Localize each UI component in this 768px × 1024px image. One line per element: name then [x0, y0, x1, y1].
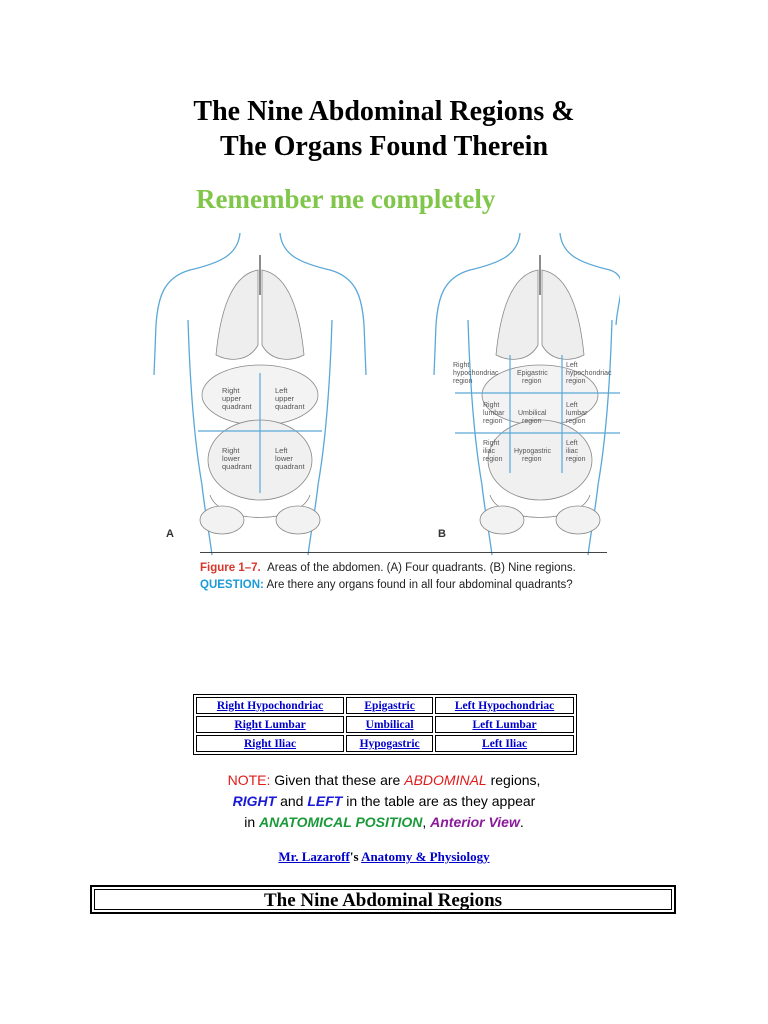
label-hypogastric-1: Hypogastric	[514, 448, 551, 455]
label-luq-1: Left	[275, 386, 288, 395]
credit-possessive: 's	[349, 849, 359, 864]
label-luq-3: quadrant	[275, 402, 305, 411]
label-epigastric-2: region	[522, 378, 542, 385]
table-row	[196, 697, 574, 714]
note-comma: ,	[422, 814, 427, 830]
label-left-hypochondriac-1: Left	[566, 362, 578, 369]
link-left-lumbar[interactable]: Left Lumbar	[472, 718, 537, 731]
table-cell	[346, 735, 433, 752]
label-left-lumbar-3: region	[566, 418, 586, 425]
section-title-box	[90, 885, 676, 914]
table-cell	[435, 697, 574, 714]
note-text-3: in the table are as they appear	[346, 793, 536, 809]
link-right-lumbar[interactable]: Right Lumbar	[234, 718, 306, 731]
label-hypogastric-2: region	[522, 456, 542, 463]
label-rlq-2: lower	[222, 454, 240, 463]
label-left-lumbar-2: lumbar	[566, 410, 588, 417]
note-abdominal: ABDOMINAL	[404, 772, 487, 788]
note-label: NOTE:	[227, 772, 271, 788]
link-left-iliac[interactable]: Left Iliac	[482, 737, 528, 750]
table-cell	[196, 735, 344, 752]
label-umbilical-1: Umbilical	[518, 410, 547, 417]
caption-figure-number: Figure 1–7.	[200, 562, 261, 574]
table-cell	[346, 716, 433, 733]
note-right: RIGHT	[232, 793, 277, 809]
title-line-2: The Organs Found Therein	[219, 131, 549, 162]
label-epigastric-1: Epigastric	[517, 370, 548, 377]
section-title: The Nine Abdominal Regions	[263, 890, 503, 911]
label-left-hypochondriac-2: hypochondriac	[566, 370, 612, 377]
label-right-hypochondriac-2: hypochondriac	[453, 370, 499, 377]
subtitle: Remember me completely	[196, 184, 496, 214]
note-anatomical-position: ANATOMICAL POSITION	[259, 814, 423, 830]
label-rlq-1: Right	[222, 446, 240, 455]
note-text-1: Given that these are	[274, 772, 401, 788]
label-left-iliac-3: region	[566, 456, 586, 463]
link-right-iliac[interactable]: Right Iliac	[244, 737, 297, 750]
link-umbilical[interactable]: Umbilical	[365, 718, 414, 731]
label-llq-1: Left	[275, 446, 288, 455]
caption-divider	[200, 552, 607, 553]
label-right-lumbar-1: Right	[483, 402, 500, 409]
label-llq-2: lower	[275, 454, 293, 463]
label-ruq-2: upper	[222, 394, 242, 403]
label-luq-2: upper	[275, 394, 295, 403]
table-cell	[196, 697, 344, 714]
label-ruq-3: quadrant	[222, 402, 252, 411]
table-row	[196, 716, 574, 733]
label-right-iliac-3: region	[483, 456, 503, 463]
table-cell	[435, 735, 574, 752]
label-ruq-1: Right	[222, 386, 240, 395]
label-right-iliac-2: iliac	[483, 448, 496, 455]
note-text-2: regions,	[490, 772, 541, 788]
table-cell	[435, 716, 574, 733]
note-period: .	[519, 814, 524, 830]
label-right-hypochondriac-1: Right	[453, 362, 470, 369]
course-link[interactable]: Anatomy & Physiology	[361, 849, 490, 864]
note-anterior-view: Anterior View	[430, 814, 520, 830]
label-llq-3: quadrant	[275, 462, 305, 471]
note-and: and	[280, 793, 304, 809]
anatomical-note	[0, 770, 768, 833]
caption-question-label: QUESTION:	[200, 579, 264, 591]
author-link[interactable]: Mr. Lazaroff	[278, 849, 350, 864]
label-left-iliac-1: Left	[566, 440, 578, 447]
label-right-iliac-1: Right	[483, 440, 500, 447]
panel-a-label: A	[166, 528, 174, 540]
regions-table	[193, 694, 577, 755]
panel-b-organs	[480, 255, 600, 534]
note-in: in	[244, 814, 256, 830]
page-title	[0, 94, 768, 164]
label-right-hypochondriac-3: region	[453, 378, 473, 385]
caption-text: Areas of the abdomen. (A) Four quadrants. (B) Nine regions.	[267, 562, 576, 574]
label-left-hypochondriac-3: region	[566, 378, 586, 385]
table-row	[196, 735, 574, 752]
table-cell	[196, 716, 344, 733]
title-line-1: The Nine Abdominal Regions &	[193, 96, 575, 127]
link-hypogastric[interactable]: Hypogastric	[359, 737, 420, 750]
label-right-lumbar-3: region	[483, 418, 503, 425]
panel-b-label: B	[438, 528, 446, 540]
link-epigastric[interactable]: Epigastric	[364, 699, 415, 712]
credit-line	[0, 849, 768, 865]
link-right-hypochondriac[interactable]: Right Hypochondriac	[216, 699, 324, 712]
label-left-iliac-2: iliac	[566, 448, 579, 455]
caption-question-text: Are there any organs found in all four abdominal quadrants?	[266, 579, 573, 591]
label-left-lumbar-1: Left	[566, 402, 578, 409]
figure-caption	[200, 560, 576, 594]
label-umbilical-2: region	[522, 418, 542, 425]
label-right-lumbar-2: lumbar	[483, 410, 505, 417]
table-cell	[346, 697, 433, 714]
label-rlq-3: quadrant	[222, 462, 252, 471]
link-left-hypochondriac[interactable]: Left Hypochondriac	[454, 699, 555, 712]
note-left: LEFT	[307, 793, 343, 809]
